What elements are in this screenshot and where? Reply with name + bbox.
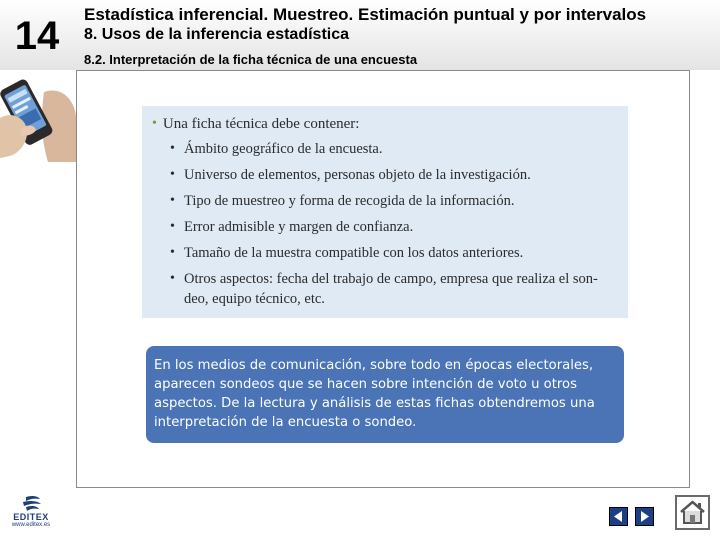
list-item [170, 240, 618, 266]
list-item-text: Otros aspectos: fecha del trabajo de campo, empresa que realiza el son-deo, equipo técnico, etc. [184, 271, 598, 307]
bullet-icon: • [170, 219, 175, 234]
phone-in-hand-icon [0, 72, 76, 162]
editex-mark-icon [4, 494, 58, 512]
card-list [170, 136, 618, 309]
home-button[interactable] [675, 495, 710, 530]
logo-url: www.editex.es [11, 522, 51, 528]
editex-logo [4, 494, 58, 538]
bullet-icon: • [170, 141, 175, 156]
bullet-icon: • [170, 271, 175, 286]
header-titles [84, 4, 714, 45]
list-item [170, 136, 618, 162]
list-item-text: Tipo de muestreo y forma de recogida de la información. [184, 193, 515, 209]
list-item-text: Error admisible y margen de confianza. [184, 219, 414, 235]
bullet-icon: • [152, 116, 157, 131]
arrow-right-icon [636, 508, 653, 525]
logo-name: EDITEX [13, 512, 49, 522]
info-callout: En los medios de comunicación, sobre todo en épocas electorales, aparecen sondeos que se hacen sobre intención de voto u otros aspectos. De la lectura y análisis de estas fichas obtendremos una interpretación de la encuesta o sondeo. [146, 346, 624, 443]
card-lead [152, 114, 618, 134]
list-item-text: Tamaño de la muestra compatible con los datos anteriores. [184, 245, 524, 261]
page-subtitle: 8. Usos de la inferencia estadística [84, 26, 350, 43]
prev-slide-button[interactable] [609, 507, 628, 526]
list-item-text: Ámbito geográfico de la encuesta. [184, 141, 383, 157]
bullet-icon: • [170, 245, 175, 260]
bullet-icon: • [170, 167, 175, 182]
bullet-icon: • [170, 193, 175, 208]
home-icon [677, 497, 708, 528]
next-slide-button[interactable] [635, 507, 654, 526]
card-lead-text: Una ficha técnica debe contener: [162, 116, 360, 132]
technical-sheet-card [142, 106, 628, 318]
list-item [170, 269, 618, 309]
list-item [170, 214, 618, 240]
list-item [170, 162, 618, 188]
unit-number: 14 [14, 14, 60, 58]
list-item-text: Universo de elementos, personas objeto de la investigación. [184, 167, 531, 183]
page-title: Estadística inferencial. Muestreo. Estimación puntual y por intervalos [84, 5, 647, 24]
arrow-left-icon [610, 508, 627, 525]
list-item [170, 188, 618, 214]
section-title: 8.2. Interpretación de la ficha técnica de una encuesta [84, 52, 418, 67]
